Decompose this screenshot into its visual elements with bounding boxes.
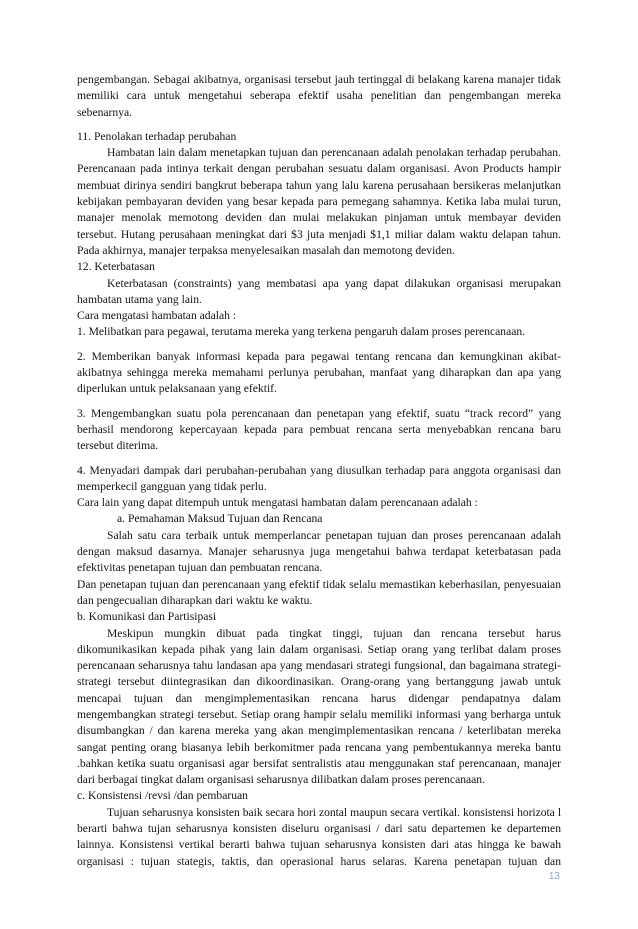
list-item-line: 4. Menyadari dampak dari perubahan-perubahan yang diusulkan terhadap para anggota organisasi dan: [77, 463, 561, 477]
paragraph: [77, 72, 561, 121]
paragraph-line: .bahkan ketika suatu organisasi agar bersifat sentralistis atau menggunakan staf perencanaan, manajer: [77, 756, 561, 770]
section-heading: 11. Penolakan terhadap perubahan: [77, 129, 237, 143]
paragraph-line: Tujuan seharusnya konsisten baik secara hori zontal maupun secara vertikal. konsistensi horizota l: [107, 805, 561, 819]
paragraph-line: strategi tersebut diintegrasikan dan dikoordinasikan. Orang-orang yang bertanggung jawab untuk: [77, 675, 561, 689]
list-item-line: akibatnya sehingga mereka memahami perlunya perubahan, manfaat yang diharapkan dan apa yang: [77, 366, 561, 380]
list-item: [77, 349, 561, 398]
paragraph-line: berarti bahwa tujan seharusnya konsisten diseluru organisasi / dari satu departemen ke departemen: [77, 822, 561, 836]
subsection-heading: b. Komunikasi dan Partisipasi: [77, 610, 217, 624]
list-item: [77, 406, 561, 455]
list-item-line: memperkecil gangguan yang tidak perlu.: [77, 479, 267, 493]
paragraph-line: perencanaan seharusnya tahu landasan apa yang mendasari strategi fungsional, dan bagaimana strategi-: [77, 659, 561, 673]
paragraph-line: Salah satu cara terbaik untuk memperlancar penetapan tujuan dan proses perencanaan adalah: [107, 528, 561, 542]
paragraph-line: Pada akhirnya, manajer terpaksa menyelesaikan masalah dan memotong deviden.: [77, 243, 455, 257]
paragraph-line: mengembangkan strategi tersebut. Setiap orang hampir selalu memiliki informasi yang berharga untuk: [77, 707, 561, 721]
list-item-line: diperlukan untuk pelaksanaan yang efektif.: [77, 382, 277, 396]
paragraph-line: membuat dirinya sendiri bangkrut beberapa tahun yang lalu karena perusahaan bersikeras melanjutkan: [77, 178, 561, 192]
paragraph-line: kebijakan pembayaran deviden yang besar kepada para pemegang sahamnya. Ketika laba mulai turun,: [77, 195, 561, 209]
paragraph-line: efektivitas penetapan tujuan dan pembuatan rencana.: [77, 561, 323, 575]
paragraph-line: Keterbatasan (constraints) yang membatasi apa yang dapat dilakukan organisasi merupakan: [107, 276, 561, 290]
paragraph-line: dikomunikasikan kepada pihak yang lain dalam organisasi. Setiap orang yang terlibat dalam proses: [77, 642, 561, 656]
paragraph-line: dari berbagai tingkat dalam organisasi seharusnya dilibatkan dalam proses perencanaan.: [77, 773, 485, 787]
paragraph-line: disumbangkan / dan karena mereka yang akan mengimplementasikan rencana / keterlibatan mereka: [77, 724, 561, 738]
paragraph-line: pengembangan. Sebagai akibatnya, organisasi tersebut jauh tertinggal di belakang karena manajer tidak: [77, 73, 561, 86]
paragraph-line: tersebut. Hutang perusahaan meningkat dari $3 juta menjadi $1,1 miliar dalam waktu delapan tahun.: [77, 227, 561, 241]
paragraph: [77, 129, 561, 341]
list-intro-line: Cara mengatasi hambatan adalah :: [77, 309, 237, 323]
paragraph-line: Dan penetapan tujuan dan perencanaan yang efektif tidak selalu memastikan keberhasilan, penyesuaian: [77, 577, 561, 591]
paragraph-line: dengan maksud dasarnya. Manajer seharusnya juga mengetahui bahwa terdapat keterbatasan pada: [77, 545, 561, 559]
list-item-line: berhasil mendorong kepercayaan kepada para pembuat rencana serta menyebabkan rencana baru: [77, 422, 561, 436]
paragraph-line: sebenarnya.: [77, 105, 133, 119]
list-item-line: 3. Mengembangkan suatu pola perencanaan dan penetapan yang efektif, suatu “track record” yang: [77, 406, 561, 420]
paragraph-line: Hambatan lain dalam menetapkan tujuan dan perencanaan adalah penolakan terhadap perubahan.: [107, 146, 561, 160]
paragraph: [77, 463, 561, 870]
page-number: 13: [548, 871, 560, 882]
paragraph-line: Meskipun mungkin dibuat pada tingkat tinggi, tujuan dan rencana tersebut harus: [107, 626, 561, 640]
subsection-heading: c. Konsistensi /revsi /dan pembaruan: [77, 789, 248, 803]
document-page: [77, 72, 561, 870]
subsection-heading: a. Pemahaman Maksud Tujuan dan Rencana: [117, 512, 323, 526]
paragraph-line: Perencanaan pada intinya terkait dengan perubahan sesuatu dalam organisasi. Avon Products hampir: [77, 162, 561, 176]
list-item-line: tersebut diterima.: [77, 439, 159, 453]
section-heading: 12. Keterbatasan: [77, 260, 155, 274]
paragraph-line: lainnya. Konsistensi vertikal berarti bahwa tujuan seharusnya konsisten dari atas hingga ke bawah: [77, 838, 561, 852]
paragraph-line: hambatan utama yang lain.: [77, 292, 202, 306]
list-item: 1. Melibatkan para pegawai, terutama mereka yang terkena pengaruh dalam proses perencanaan.: [77, 325, 526, 339]
paragraph-line: organisasi : tujuan stategis, taktis, dan operasional harus selaras. Karena penetapan tujuan dan: [77, 854, 561, 868]
list-intro-line: Cara lain yang dapat ditempuh untuk mengatasi hambatan dalam perencanaan adalah :: [77, 496, 478, 510]
paragraph-line: dan pengecualian diharapkan dari waktu ke waktu.: [77, 593, 313, 607]
paragraph-line: manajer menolak memotong deviden dan mulai melakukan pinjaman untuk membayar deviden: [77, 211, 561, 225]
paragraph-line: memiliki cara untuk mengetahui seberapa efektif usaha penelitian dan pengembangan mereka: [77, 89, 561, 103]
list-item-line: 2. Memberikan banyak informasi kepada para pegawai tentang rencana dan kemungkinan akibat-: [77, 349, 561, 363]
paragraph-line: sangat penting orang biasanya lebih berkomitmer pada rencana yang pembentukannya mereka bantu: [77, 740, 561, 754]
paragraph-line: mencapai tujuan dan mengimplementasikan rencana harus didengar pendapatnya dalam: [77, 691, 561, 705]
